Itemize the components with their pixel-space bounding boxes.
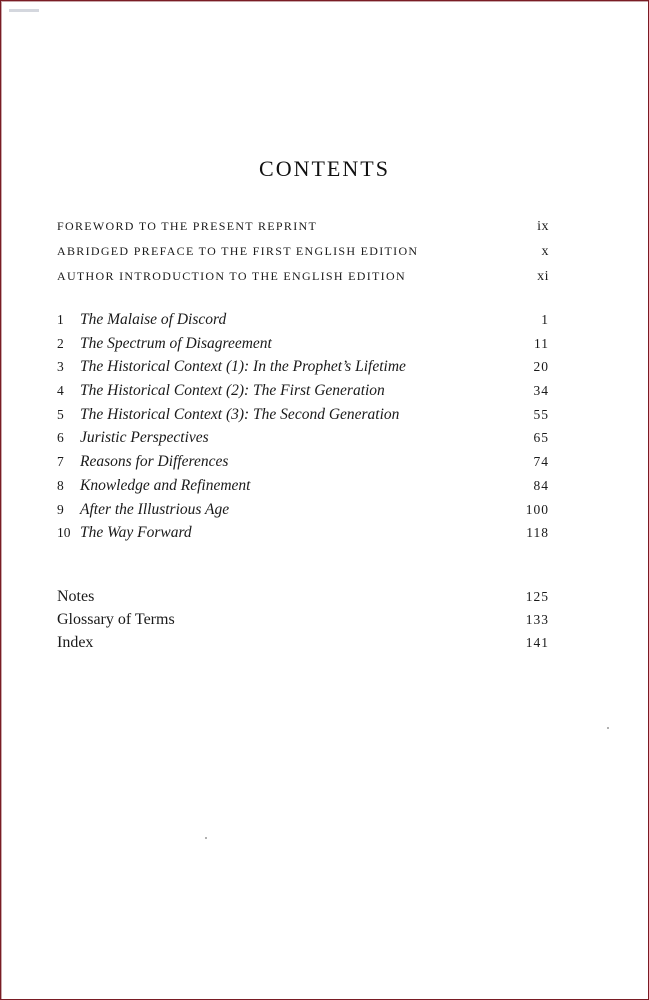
back-matter-entry-notes[interactable]: [57, 588, 549, 611]
chapter-page: 100: [525, 501, 549, 517]
chapter-list: [57, 311, 549, 548]
front-matter-entry-preface[interactable]: [57, 244, 549, 269]
chapter-number: 6: [57, 430, 64, 446]
chapter-page: 84: [533, 477, 549, 493]
chapter-number: 4: [57, 383, 64, 399]
chapter-title: The Historical Context (3): The Second Generation: [80, 405, 400, 423]
entry-page: xi: [537, 269, 549, 284]
chapter-entry[interactable]: [57, 406, 549, 430]
chapter-entry[interactable]: [57, 311, 549, 335]
chapter-title: Reasons for Differences: [80, 453, 229, 471]
chapter-page: 1: [541, 312, 549, 327]
entry-title: AUTHOR INTRODUCTION TO THE ENGLISH EDITION: [57, 269, 406, 283]
entry-page: 141: [525, 635, 549, 650]
chapter-page: 65: [533, 430, 549, 446]
chapter-title: Knowledge and Refinement: [80, 476, 251, 494]
chapter-page: 74: [533, 454, 549, 470]
entry-page: ix: [537, 219, 549, 234]
entry-page: x: [541, 244, 549, 259]
page-title: CONTENTS: [259, 155, 390, 181]
entry-title: Index: [57, 634, 94, 651]
chapter-entry[interactable]: [57, 477, 549, 501]
chapter-number: 2: [57, 335, 64, 351]
chapter-page: 55: [533, 406, 549, 422]
chapter-title: After the Illustrious Age: [80, 500, 230, 518]
scan-artifact: [9, 9, 39, 12]
chapter-page: 11: [534, 335, 549, 351]
entry-title: Glossary of Terms: [57, 611, 175, 628]
chapter-number: 8: [57, 477, 64, 493]
chapter-entry[interactable]: [57, 382, 549, 406]
chapter-number: 1: [57, 312, 64, 327]
chapter-entry[interactable]: [57, 429, 549, 453]
chapter-entry[interactable]: [57, 358, 549, 382]
chapter-number: 10: [57, 525, 71, 541]
chapter-entry[interactable]: [57, 335, 549, 359]
chapter-title: The Historical Context (2): The First Generation: [80, 382, 385, 400]
chapter-number: 9: [57, 501, 64, 517]
back-matter-list: [57, 588, 549, 657]
entry-page: 125: [525, 589, 549, 604]
chapter-entry[interactable]: [57, 453, 549, 477]
entry-title: ABRIDGED PREFACE TO THE FIRST ENGLISH EDITION: [57, 244, 419, 258]
entry-title: FOREWORD TO THE PRESENT REPRINT: [57, 219, 318, 233]
chapter-number: 5: [57, 406, 64, 422]
chapter-title: The Malaise of Discord: [80, 311, 227, 328]
scan-speck: [607, 727, 609, 729]
chapter-title: The Spectrum of Disagreement: [80, 334, 272, 352]
chapter-title: The Way Forward: [80, 524, 192, 542]
entry-title: Notes: [57, 588, 95, 605]
chapter-title: The Historical Context (1): In the Prophet’s Lifetime: [80, 358, 406, 376]
scan-speck: [205, 837, 207, 839]
back-matter-entry-index[interactable]: [57, 634, 549, 657]
chapter-entry[interactable]: [57, 501, 549, 525]
entry-page: 133: [525, 612, 549, 627]
front-matter-entry-foreword[interactable]: [57, 219, 549, 244]
chapter-title: Juristic Perspectives: [80, 429, 209, 447]
chapter-entry[interactable]: [57, 524, 549, 548]
back-matter-entry-glossary[interactable]: [57, 611, 549, 634]
chapter-number: 3: [57, 359, 64, 375]
chapter-page: 34: [533, 383, 549, 399]
chapter-page: 118: [526, 525, 549, 541]
front-matter-entry-introduction[interactable]: [57, 269, 549, 294]
chapter-page: 20: [533, 359, 549, 375]
chapter-number: 7: [57, 454, 64, 470]
front-matter-list: [57, 219, 549, 294]
